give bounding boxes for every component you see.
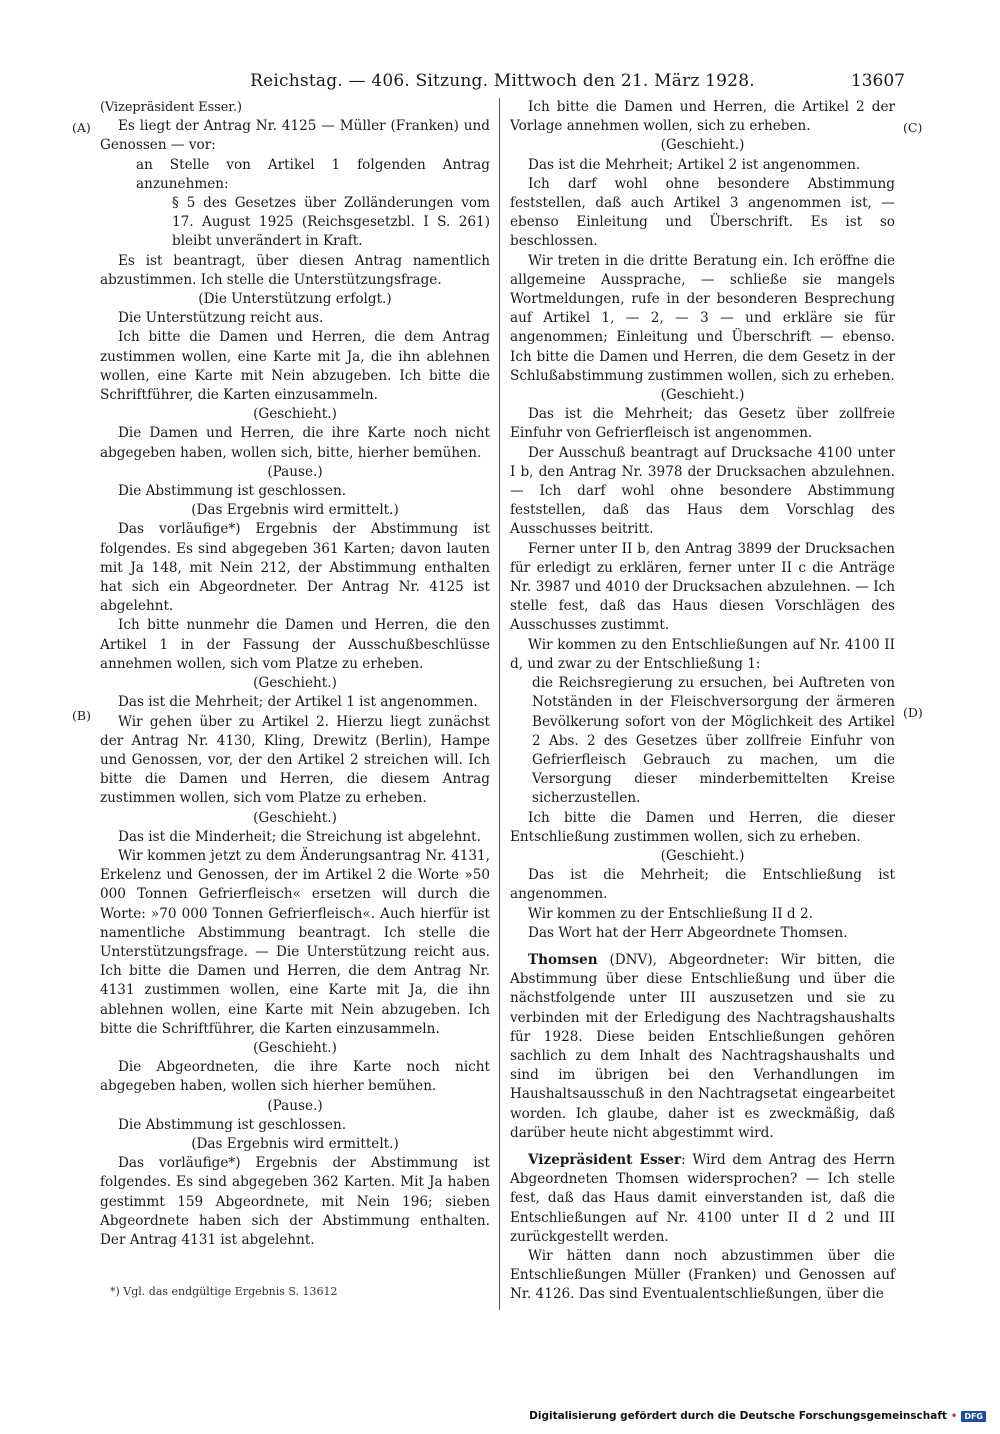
paragraph: Das ist die Mehrheit; der Artikel 1 ist angenommen.: [118, 694, 478, 711]
stage-note: (Geschieht.): [253, 1039, 337, 1056]
quote-line: § 5 des Gesetzes über Zolländerungen vom 17. August 1925 (Reichsgesetzbl. I S. 261) bleibt unverändert in Kraft.: [172, 195, 490, 250]
speech-paragraph: [510, 1151, 895, 1247]
dfg-logo-icon: DFG: [961, 1411, 986, 1422]
paragraph: Wir hätten dann noch abzustimmen über die Entschließungen Müller (Franken) und Genossen auf Nr. 4126. Das sind Eventualentschließungen, über die: [510, 1247, 895, 1303]
paragraph: Die Abgeordneten, die ihre Karte noch nicht abgegeben haben, wollen sich hierher bemühen.: [100, 1059, 490, 1095]
credit-text: Digitalisierung gefördert durch die Deutsche Forschungsgemeinschaft: [529, 1410, 947, 1422]
page-header: [100, 69, 905, 95]
paragraph: Ferner unter II b, den Antrag 3899 der Drucksachen für erledigt zu erklären, ferner unter II c die Anträge Nr. 3987 und 4010 der Drucksachen abzulehnen. — Ich stelle fest, daß das Haus diesen Vorschlägen des Ausschusses zustimmt.: [510, 540, 895, 634]
paragraph: Ich bitte nunmehr die Damen und Herren, die den Artikel 1 in der Fassung der Ausschußbeschlüsse annehmen wollen, sich vom Platze zu erheben.: [100, 617, 490, 672]
separator-dot-icon: •: [950, 1410, 958, 1422]
header-title: Reichstag. — 406. Sitzung. Mittwoch den 21. März 1928.: [250, 71, 755, 91]
margin-marker-a: (A): [72, 120, 91, 135]
paragraph: Ich bitte die Damen und Herren, die Artikel 2 der Vorlage annehmen wollen, sich zu erheben.: [510, 99, 895, 135]
speech-text: : Wird dem Antrag des Herrn Abgeordneten Thomsen widersprochen? — Ich stelle fest, daß das Haus damit einverstanden ist, daß die Entschließungen auf Nr. 4100 unter II d 2 und III zurückgestellt werden.: [510, 1151, 895, 1245]
paragraph: Das ist die Mehrheit; das Gesetz über zollfreie Einfuhr von Gefrierfleisch ist angenommen.: [510, 406, 895, 442]
page-number: 13607: [850, 71, 905, 91]
paragraph: Wir kommen zu den Entschließungen auf Nr. 4100 II d, und zwar zu der Entschließung 1:: [510, 636, 895, 672]
speech-text: (DNV), Abgeordneter: Wir bitten, die Abstimmung über diese Entschließung und über die nächstfolgende unter III auszusetzen und sie zu verbinden mit der Erledigung des Nachtragshaushalts für 1928. Diese beiden Entschließungen gehören sachlich zu dem Inhalt des Nachtragshaushalts und sind im übrigen bei den Verhandlungen im Haushaltsausschuß in den Nachtragsetat eingearbeitet worden. Ich glaube, daher ist es zweckmäßig, daß darüber heute nicht abgestimmt wird.: [510, 951, 895, 1141]
stage-note: (Geschieht.): [253, 406, 337, 423]
paragraph: Die Damen und Herren, die ihre Karte noch nicht abgegeben haben, wollen sich, bitte, hierher bemühen.: [100, 425, 490, 461]
footnote: *) Vgl. das endgültige Ergebnis S. 13612: [110, 1285, 338, 1298]
column-divider: [499, 98, 500, 1310]
paragraph: Wir kommen zu der Entschließung II d 2.: [528, 905, 813, 922]
stage-note: (Geschieht.): [253, 675, 337, 692]
quote-block: die Reichsregierung zu ersuchen, bei Auftreten von Notständen in der Fleischversorgung der ärmeren Bevölkerung sofort von der Möglichkeit des Artikel 2 Abs. 2 des Gesetzes über zollfreie Einfuhr von Gefrierfleisch Gebrauch zu machen, um die Versorgung dieser minderbemittelten Kreise sicherzustellen.: [532, 675, 895, 807]
margin-marker-d: (D): [903, 705, 923, 720]
paragraph: Es liegt der Antrag Nr. 4125 — Müller (Franken) und Genossen — vor:: [100, 118, 490, 154]
paragraph: Die Abstimmung ist geschlossen.: [118, 483, 347, 500]
stage-note: (Das Ergebnis wird ermittelt.): [191, 502, 399, 519]
stage-note: (Geschieht.): [660, 387, 745, 404]
paragraph: Es ist beantragt, über diesen Antrag namentlich abzustimmen. Ich stelle die Unterstützungsfrage.: [100, 252, 490, 288]
paragraph: Die Abstimmung ist geschlossen.: [118, 1116, 347, 1133]
paragraph: Wir treten in die dritte Beratung ein. Ich eröffne die allgemeine Aussprache, — schließe sie mangels Wortmeldungen, rufe in der besonderen Besprechung auf Artikel 1, — 2, — 3 — und erkläre sie für angenommen; Einleitung und Überschrift — ebenso. Ich bitte die Damen und Herren, die dem Gesetz in der Schlußabstimmung zustimmen wollen, sich zu erheben.: [510, 252, 895, 384]
paragraph: Wir gehen über zu Artikel 2. Hierzu liegt zunächst der Antrag Nr. 4130, Kling, Drewitz (Berlin), Hampe und Genossen, vor, der den Artikel 2 streichen will. Ich bitte die Damen und Herren, die diesem Antrag zustimmen wollen, sich vom Platze zu erheben.: [100, 713, 490, 807]
speaker-name: Vizepräsident Esser: [528, 1151, 682, 1168]
stage-note: (Geschieht.): [253, 809, 337, 826]
stage-note: (Die Unterstützung erfolgt.): [198, 291, 392, 308]
paragraph: Das ist die Mehrheit; Artikel 2 ist angenommen.: [528, 156, 861, 173]
margin-marker-b: (B): [72, 708, 91, 723]
paragraph: Das vorläufige*) Ergebnis der Abstimmung ist folgendes. Es sind abgegeben 361 Karten; davon lauten mit Ja 148, mit Nein 212, der Abstimmung enthalten hat sich ein Abgeordneter. Der Antrag Nr. 4125 ist abgelehnt.: [100, 521, 490, 615]
margin-marker-c: (C): [903, 120, 923, 135]
stage-note: (Pause.): [267, 1097, 323, 1114]
paragraph: Ich bitte die Damen und Herren, die dem Antrag zustimmen wollen, eine Karte mit Ja, die ihn ablehnen wollen, eine Karte mit Nein abzugeben. Ich bitte die Schriftführer, die Karten einzusammeln.: [100, 329, 490, 404]
right-column: [510, 98, 895, 1305]
left-column: [100, 98, 490, 1250]
speaker-name: Thomsen: [528, 951, 598, 968]
paragraph: Ich bitte die Damen und Herren, die dieser Entschließung zustimmen wollen, sich zu erheben.: [510, 809, 895, 845]
paragraph: Das ist die Minderheit; die Streichung ist abgelehnt.: [118, 828, 481, 845]
paragraph: Der Ausschuß beantragt auf Drucksache 4100 unter I b, den Antrag Nr. 3978 der Drucksachen abzulehnen. — Ich darf wohl ohne besondere Abstimmung feststellen, daß das Haus dem Vorschlag des Ausschusses beitritt.: [510, 444, 895, 538]
paragraph: Wir kommen jetzt zu dem Änderungsantrag Nr. 4131, Erkelenz und Genossen, der im Artikel 2 die Worte »50 000 Tonnen Gefrierfleisch« ersetzen will durch die Worte: »70 000 Tonnen Gefrierfleisch«. Auch hierfür ist namentliche Abstimmung beantragt. Ich stelle die Unterstützungsfrage. — Die Unterstützung reicht aus. Ich bitte die Damen und Herren, die dem Antrag Nr. 4131 zustimmen wollen, eine Karte mit Ja, die ihn ablehnen wollen, eine Karte mit Nein abzugeben. Ich bitte die Schriftführer, die Karten einzusammeln.: [100, 847, 490, 1037]
paragraph: Ich darf wohl ohne besondere Abstimmung feststellen, daß auch Artikel 3 angenommen ist, — ebenso Einleitung und Überschrift. Es ist so beschlossen.: [510, 175, 895, 250]
stage-note: (Geschieht.): [660, 847, 745, 864]
paragraph: Die Unterstützung reicht aus.: [118, 310, 324, 327]
digitization-credit: [529, 1410, 986, 1422]
stage-note: (Pause.): [267, 463, 323, 480]
paragraph: Das vorläufige*) Ergebnis der Abstimmung ist folgendes. Es sind abgegeben 362 Karten. Mit Ja haben gestimmt 159 Abgeordnete, mit Nein 196; sieben Abgeordnete haben sich der Abstimmung enthalten. Der Antrag 4131 ist abgelehnt.: [100, 1155, 490, 1248]
stage-note: (Das Ergebnis wird ermittelt.): [191, 1135, 399, 1152]
paragraph: Das ist die Mehrheit; die Entschließung ist angenommen.: [510, 867, 895, 903]
stage-note: (Geschieht.): [660, 137, 745, 154]
quote-line: an Stelle von Artikel 1 folgenden Antrag anzunehmen:: [136, 156, 490, 192]
speech-paragraph: [510, 951, 895, 1143]
paragraph: Das Wort hat der Herr Abgeordnete Thomsen.: [528, 924, 848, 941]
speaker-heading: (Vizepräsident Esser.): [100, 100, 243, 115]
